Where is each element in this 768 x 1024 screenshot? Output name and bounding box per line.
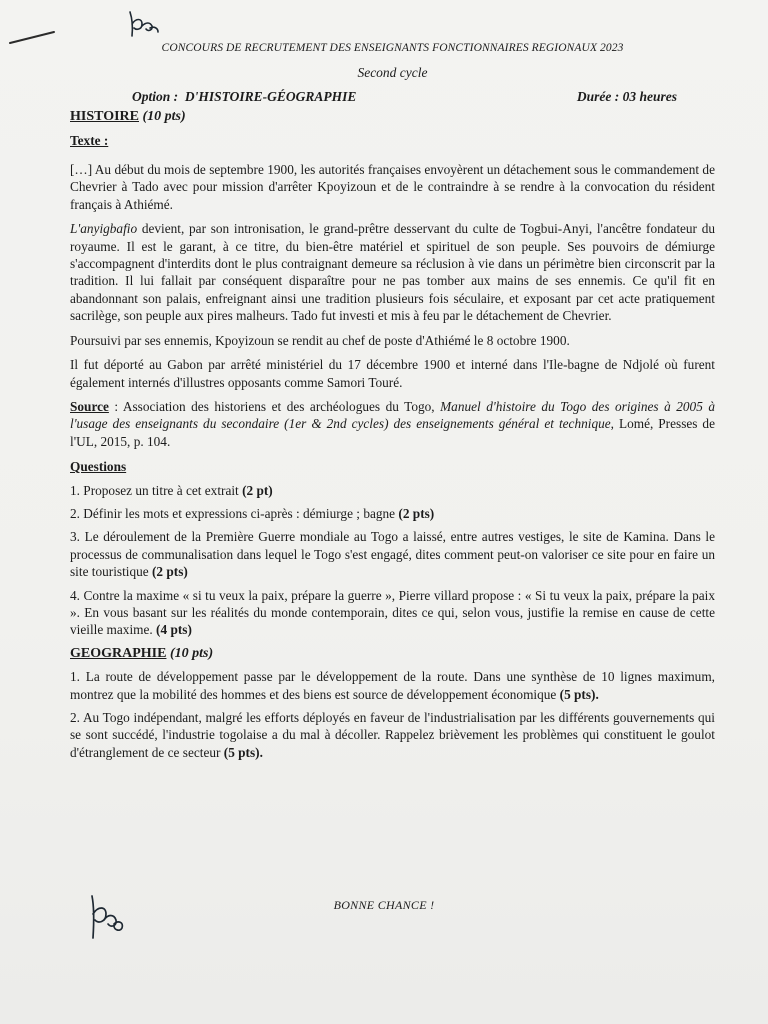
histoire-question-4 <box>70 587 715 639</box>
geographie-title: GEOGRAPHIE <box>70 645 167 661</box>
source-text-1: : Association des historiens et des archéologues du Togo, <box>108 398 441 414</box>
source-book-title: Manuel d'histoire du Togo des origines à 2005 à l'usage des enseignants du secondaire (1er & 2nd cycles) des enseignements général et technique <box>70 398 715 432</box>
exam-duration: Durée : 03 heures <box>576 88 677 104</box>
source-label: Source <box>70 398 109 414</box>
question-points: (5 pts). <box>559 686 599 702</box>
question-points: (2 pt) <box>242 482 273 498</box>
geographie-question-1 <box>70 668 715 703</box>
text-paragraph-4: Il fut déporté au Gabon par arrêté ministériel du 17 décembre 1900 et interné dans l'Ile-bagne de Ndjolé où furent également internés d'illustres opposants comme Samori Touré. <box>70 357 715 390</box>
exam-header-title: CONCOURS DE RECRUTEMENT DES ENSEIGNANTS FONCTIONNAIRES REGIONAUX 2023 <box>161 42 624 54</box>
option-value: D'HISTOIRE-GÉOGRAPHIE <box>184 88 357 104</box>
histoire-question-1 <box>70 482 715 499</box>
pen-stroke-mark <box>8 26 58 48</box>
geographie-question-2 <box>70 709 715 761</box>
questions-label: Questions <box>70 459 127 475</box>
question-text: 1. La route de développement passe par le développement de la route. Dans une synthèse de 10 lignes maximum, montrez que la mobilité des hommes et des biens est source de développement économique <box>70 669 715 702</box>
histoire-question-2 <box>70 505 715 522</box>
source-citation <box>70 398 715 450</box>
exam-content <box>70 40 715 767</box>
histoire-question-3 <box>70 528 715 580</box>
option <box>132 88 356 105</box>
question-points: (2 pts) <box>398 505 435 521</box>
question-points: (5 pts). <box>223 744 263 760</box>
closing-wish: BONNE CHANCE ! <box>333 898 435 912</box>
question-text: 1. Proposez un titre à cet extrait <box>70 482 243 498</box>
question-points: (2 pts) <box>152 564 188 580</box>
question-text: 3. Le déroulement de la Première Guerre mondiale au Togo a laissé, entre autres vestiges, le site de Kamina. Dans le processus de communalisation dans lequel le Togo s'est engagé, dites comment peut-on valoriser ce site pour en faire un site touristique <box>70 529 715 580</box>
histoire-title: HISTOIRE <box>70 109 139 125</box>
question-text: 4. Contre la maxime « si tu veux la paix, prépare la guerre », Pierre villard propose : « Si tu veux la paix, prépare la paix ». En vous basant sur les réalités du monde contemporain, dites ce qui, selon vous, justifie la remise en cause de cette vieille maxime. <box>70 587 715 638</box>
question-points: (4 pts) <box>156 622 192 638</box>
text-paragraph-1: […] Au début du mois de septembre 1900, les autorités françaises envoyèrent un détachement sous le commandement de Chevrier à Tado avec pour mission d'arrêter Kpoyizoun et de le contraindre à se rendre à la convocation du résident français à Athiémé. <box>70 162 715 212</box>
signature-top-icon <box>120 8 162 42</box>
geographie-points: (10 pts) <box>169 645 214 661</box>
source-text-2: , Lomé, Presses de l'UL, 2015, p. 104. <box>70 416 715 449</box>
texte-label: Texte : <box>70 132 109 148</box>
histoire-points: (10 pts) <box>142 109 186 125</box>
geographie-heading <box>70 645 715 662</box>
text-paragraph-2 <box>70 220 715 324</box>
exam-cycle: Second cycle <box>357 65 428 81</box>
option-row <box>70 88 715 105</box>
question-text: 2. Définir les mots et expressions ci-après : démiurge ; bagne <box>70 505 399 521</box>
option-label: Option : <box>132 88 179 104</box>
question-text: 2. Au Togo indépendant, malgré les efforts déployés en faveur de l'industrialisation par les différents gouvernements qui se sont succédé, l'industrie togolaise a du mal à décoller. Rappelez brièvement les problèmes qui constituent le goulot d'étranglement de ce secteur <box>70 710 715 760</box>
histoire-heading <box>70 108 715 125</box>
anyigbafio-term: L'anyigbafio <box>70 221 138 237</box>
text-paragraph-2-body: devient, par son intronisation, le grand-prêtre desservant du culte de Togbui-Anyi, l'ancêtre fondateur du royaume. Il est le garant, à ce titre, du bien-être matériel et spirituel de son peuple. Ses pouvoirs de démiurge s'accompagnent d'interdits dont le plus contraignant demeure sa réclusion à vie dans un périmètre bien circonscrit par la tradition. Il lui fallait par conséquent disparaître pour ne pas tomber aux mains de ses ennemis. Ce qu'il fit en abandonnant son palais, enfreignant ainsi une tradition plusieurs fois séculaire, et exposant par cet acte pratiquement sacrilège, son peuple aux pires malheurs. Tado fut investi et mis à feu par le détachement de Chevrier. <box>70 221 715 324</box>
text-paragraph-3: Poursuivi par ses ennemis, Kpoyizoun se rendit au chef de poste d'Athiémé le 8 octobre 1900. <box>70 332 570 348</box>
